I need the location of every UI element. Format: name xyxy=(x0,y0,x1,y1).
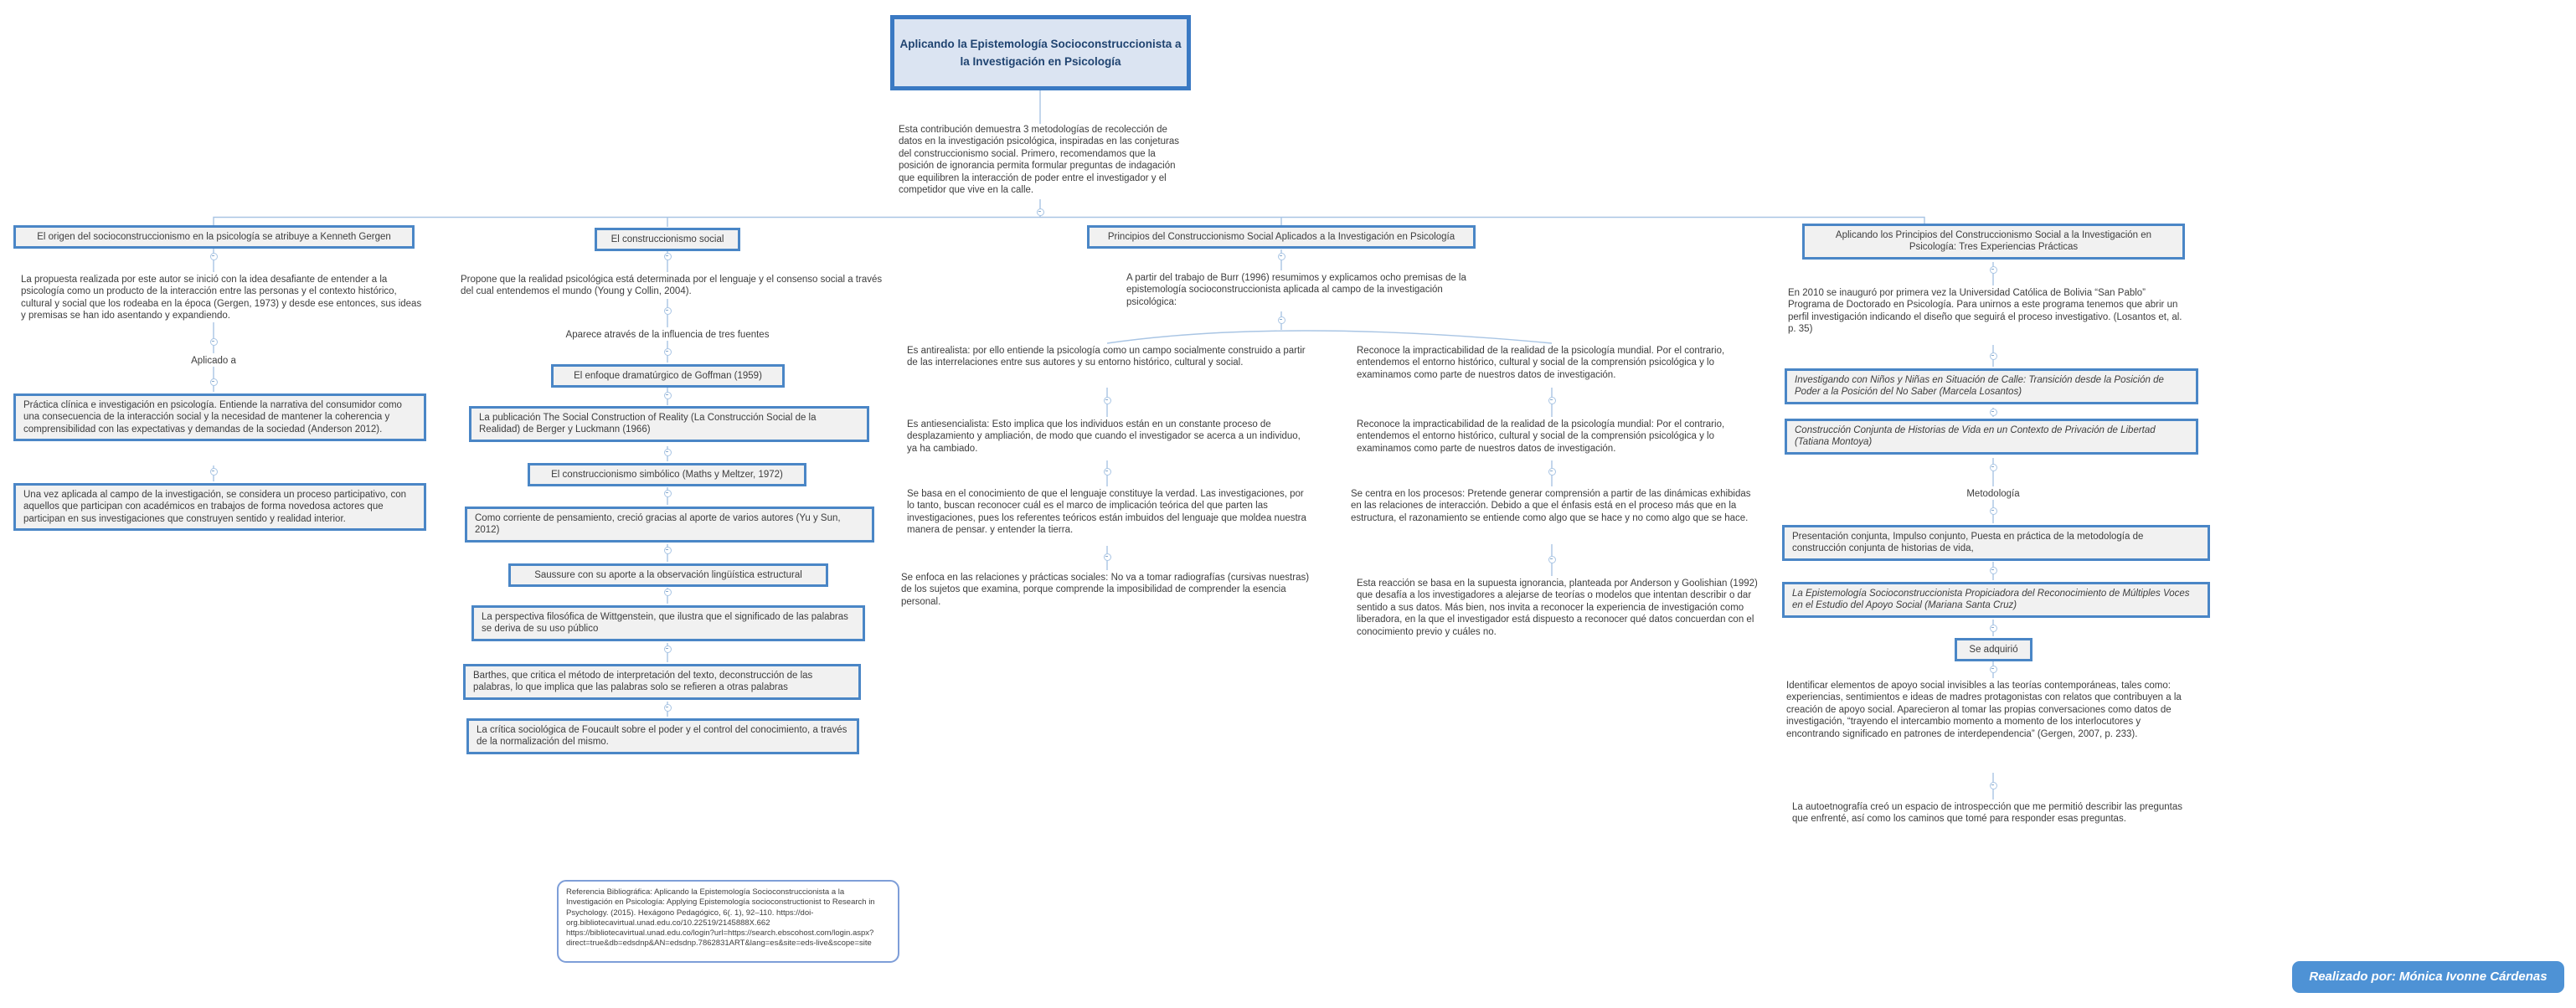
collapse-toggle-icon[interactable] xyxy=(210,468,218,476)
branch3-premise-antirealista-node[interactable]: Es antirealista: por ello entiende la psicología como un campo socialmente construido a partir de las interrelaciones entre sus autores y su entorno histórico, cultural y social. xyxy=(907,346,1306,368)
branch2-header-node[interactable]: El construccionismo social xyxy=(595,228,740,251)
branch4-study2-node[interactable]: Construcción Conjunta de Historias de Vida en un Contexto de Privación de Libertad (Tatiana Montoya) xyxy=(1785,419,2198,455)
intro-text-node[interactable]: Esta contribución demuestra 3 metodologías de recolección de datos en la investigación psicológica, inspiradas en las conjeturas del construccionismo social. Primero, recomendamos que la posición de ignorancia permita formular preguntas de indagación que equilibren la interacción de poder entre el investigador y el competidor que vive en la calle. xyxy=(899,125,1179,196)
collapse-toggle-icon[interactable] xyxy=(1990,464,1997,471)
collapse-toggle-icon[interactable] xyxy=(1990,625,1997,632)
collapse-toggle-icon[interactable] xyxy=(210,253,218,260)
collapse-toggle-icon[interactable] xyxy=(1990,782,1997,789)
branch2-source-symbolic-node[interactable]: El construccionismo simbólico (Maths y Meltzer, 1972) xyxy=(528,463,806,486)
branch4-result2-node[interactable]: La autoetnografía creó un espacio de introspección que me permitió describir las preguntas que enfrenté, así como los caminos que tomé para responder esas preguntas. xyxy=(1792,802,2183,825)
branch2-description-node[interactable]: Propone que la realidad psicológica está determinada por el lenguaje y el consenso social a través del cual entendemos el mundo (Young y Collin, 2004). xyxy=(461,275,883,297)
collapse-toggle-icon[interactable] xyxy=(210,338,218,346)
collapse-toggle-icon[interactable] xyxy=(1104,468,1111,476)
collapse-toggle-icon[interactable] xyxy=(1990,666,1997,673)
collapse-toggle-icon[interactable] xyxy=(664,253,672,260)
collapse-toggle-icon[interactable] xyxy=(664,392,672,399)
root-title-node[interactable]: Aplicando la Epistemología Socioconstruccionista a la Investigación en Psicología xyxy=(890,15,1191,90)
collapse-toggle-icon[interactable] xyxy=(1548,556,1556,563)
branch3-header-node[interactable]: Principios del Construccionismo Social Aplicados a la Investigación en Psicología xyxy=(1087,225,1476,249)
branch4-description-node[interactable]: En 2010 se inauguró por primera vez la Universidad Católica de Bolivia “San Pablo” Programa de Doctorado en Psicología. Para unirnos a este programa tenemos que abrir un perfil investigación indicando el diseño que seguirá el proceso investigativo. (Losantos et, al. p. 35) xyxy=(1788,288,2182,335)
collapse-toggle-icon[interactable] xyxy=(1104,397,1111,404)
collapse-toggle-icon[interactable] xyxy=(210,378,218,386)
collapse-toggle-icon[interactable] xyxy=(1104,553,1111,561)
collapse-toggle-icon[interactable] xyxy=(1278,316,1285,324)
branch4-methodology-node[interactable]: Presentación conjunta, Impulso conjunto, Puesta en práctica de la metodología de construcción conjunta de historias de vida, xyxy=(1782,525,2210,561)
branch4-result1-node[interactable]: Identificar elementos de apoyo social invisibles a las teorías contemporáneas, tales como: experiencias, sentimientos e ideas de madres protagonistas con relatos que contribuyen a la creación de apoyo social. Aparecieron al tomar las propias conversaciones como datos de investigación, “trayendo el intercambio momento a momento de los interlocutores y encontrando significado en patrones de interdependencia” (Gergen, 2007, p. 233). xyxy=(1786,681,2182,739)
collapse-toggle-icon[interactable] xyxy=(1990,567,1997,574)
branch3-premise-impracticabilidad2-node[interactable]: Reconoce la impracticabilidad de la realidad de la psicología mundial: Por el contrario, entendemos el entorno histórico, cultural y social de la comprensión psicológica y lo examinamos como parte de nuestros datos de investigación. xyxy=(1357,419,1725,454)
collapse-toggle-icon[interactable] xyxy=(664,348,672,356)
branch1-practice-node[interactable]: Práctica clínica e investigación en psicología. Entiende la narrativa del consumidor como una consecuencia de la interacción social y la necesidad de mantener la coherencia y comprensibilidad con las expectativas y demandas de la sociedad (Anderson 2012). xyxy=(13,393,426,441)
branch2-barthes-node[interactable]: Barthes, que critica el método de interpretación del texto, deconstrucción de las palabras, lo que implica que las palabras solo se refieren a otras palabras xyxy=(463,664,861,700)
collapse-toggle-icon[interactable] xyxy=(1548,397,1556,404)
collapse-toggle-icon[interactable] xyxy=(1990,352,1997,360)
collapse-toggle-icon[interactable] xyxy=(1990,266,1997,274)
collapse-toggle-icon[interactable] xyxy=(664,490,672,497)
branch3-description-node[interactable]: A partir del trabajo de Burr (1996) resumimos y explicamos ocho premisas de la epistemología socioconstruccionista aplicada al campo de la investigación psicológica: xyxy=(1126,273,1466,307)
branch3-premise-procesos-node[interactable]: Se centra en los procesos: Pretende generar comprensión a partir de las dinámicas exhibidas en las relaciones de interacción. Debido a que el énfasis está en el proceso más que en la estructura, el razonamiento se entiende como algo que se hace y no como algo que se hace. xyxy=(1351,489,1751,523)
branch2-foucault-node[interactable]: La crítica sociológica de Foucault sobre el poder y el control del conocimiento, a través de la normalización del mismo. xyxy=(466,718,859,754)
branch1-link-label[interactable]: Aplicado a xyxy=(191,356,236,366)
branch1-research-node[interactable]: Una vez aplicada al campo de la investigación, se considera un proceso participativo, con aquellos que participan con académicos en trabajos de forma novedosa actores que participan en sus investigaciones que construyen sentido y realidad interior. xyxy=(13,483,426,531)
branch3-premise-relaciones-node[interactable]: Se enfoca en las relaciones y prácticas sociales: No va a tomar radiografías (cursivas nuestras) de los sujetos que examina, porque comprende la imposibilidad de comprender la esencia personal. xyxy=(901,573,1310,607)
collapse-toggle-icon[interactable] xyxy=(1990,409,1997,416)
branch2-authors-node[interactable]: Como corriente de pensamiento, creció gracias al aporte de varios autores (Yu y Sun, 2012) xyxy=(465,507,874,543)
branch1-description-node[interactable]: La propuesta realizada por este autor se inició con la idea desafiante de entender a la psicología como un producto de la interacción entre las personas y el contexto histórico, cultural y social que los rodeaba en la época (Gergen, 1973) y desde ese entonces, sus ideas y premisas se han ido asentando y expandiendo. xyxy=(21,275,422,321)
branch4-acquired-node[interactable]: Se adquirió xyxy=(1955,638,2032,661)
branch3-premise-impracticabilidad1-node[interactable]: Reconoce la impracticabilidad de la realidad de la psicología mundial. Por el contrario, entendemos el entorno histórico, cultural y social de la comprensión psicológica y lo examinamos como parte de nuestros datos de investigación. xyxy=(1357,346,1725,380)
branch1-header-node[interactable]: El origen del socioconstruccionismo en la psicología se atribuye a Kenneth Gergen xyxy=(13,225,415,249)
bibliographic-reference-node[interactable]: Referencia Bibliográfica: Aplicando la Epistemología Socioconstruccionista a la Investigación en Psicología: Applying Epistemología socioconstructionist to Research in Psychology. (2015). Hexágono Pedagógico, 6(. 1), 92–110. https://doi-org.bibliotecavirtual.unad.edu.co/10.22519/2145888X.662 https://bibliotecavirtual.unad.edu.co/login?url=https://search.ebscohost.com/login.aspx?direct=true&db=edsdnp&AN=edsdnp.7862831ART&lang=es&site=eds-live&scope=site xyxy=(557,880,899,963)
branch2-source-goffman-node[interactable]: El enfoque dramatúrgico de Goffman (1959) xyxy=(551,364,785,388)
branch4-methodology-label[interactable]: Metodología xyxy=(1966,489,2020,499)
branch4-header-node[interactable]: Aplicando los Principios del Construccionismo Social a la Investigación en Psicología: Tres Experiencias Prácticas xyxy=(1802,224,2185,260)
branch2-source-berger-node[interactable]: La publicación The Social Construction of Reality (La Construcción Social de la Realidad) de Berger y Luckmann (1966) xyxy=(469,406,869,442)
branch2-saussure-node[interactable]: Saussure con su aporte a la observación lingüística estructural xyxy=(508,563,828,587)
collapse-toggle-icon[interactable] xyxy=(664,589,672,596)
collapse-toggle-icon[interactable] xyxy=(664,547,672,554)
branch3-premise-antiesencialista-node[interactable]: Es antiesencialista: Esto implica que los individuos están en un constante proceso de desplazamiento y ampliación, de modo que cuando el investigador se acerca a un individuo, ya ha cambiado. xyxy=(907,419,1301,454)
collapse-toggle-icon[interactable] xyxy=(1548,468,1556,476)
collapse-toggle-icon[interactable] xyxy=(1990,507,1997,515)
collapse-toggle-icon[interactable] xyxy=(664,704,672,712)
branch3-premise-lenguaje-node[interactable]: Se basa en el conocimiento de que el lenguaje constituye la verdad. Las investigaciones, por lo tanto, buscan reconocer cuál es el marco de implicación teórica del que parten las investigaciones, pues los referentes teóricos están imbuidos del lenguaje que moldea nuestra manera de pensar. y entender la tierra. xyxy=(907,489,1306,536)
collapse-toggle-icon[interactable] xyxy=(664,307,672,315)
branch4-study1-node[interactable]: Investigando con Niños y Niñas en Situación de Calle: Transición desde la Posición de Poder a la Posición del No Saber (Marcela Losantos) xyxy=(1785,368,2198,404)
author-credit-badge: Realizado por: Mónica Ivonne Cárdenas xyxy=(2292,961,2564,993)
collapse-toggle-icon[interactable] xyxy=(664,449,672,456)
branch2-link-label[interactable]: Aparece através de la influencia de tres fuentes xyxy=(565,330,770,340)
branch3-premise-ignorancia-node[interactable]: Esta reacción se basa en la supuesta ignorancia, planteada por Anderson y Goolishian (1992) que desafía a los investigadores a alejarse de teorías o modelos que intentan describir o dar sentido a sus datos. Más bien, nos invita a reconocer la experiencia de investigación como liberadora, en la que el investigador está dispuesto a reconocer qué datos concuerdan con el conocimiento previo y cuáles no. xyxy=(1357,579,1758,637)
collapse-toggle-icon[interactable] xyxy=(1278,253,1285,260)
collapse-toggle-icon[interactable] xyxy=(664,645,672,653)
collapse-toggle-icon[interactable] xyxy=(1037,208,1044,216)
branch4-study3-node[interactable]: La Epistemología Socioconstruccionista Propiciadora del Reconocimiento de Múltiples Voces en el Estudio del Apoyo Social (Mariana Santa Cruz) xyxy=(1782,582,2210,618)
branch2-wittgenstein-node[interactable]: La perspectiva filosófica de Wittgenstein, que ilustra que el significado de las palabras se deriva de su uso público xyxy=(471,605,865,641)
